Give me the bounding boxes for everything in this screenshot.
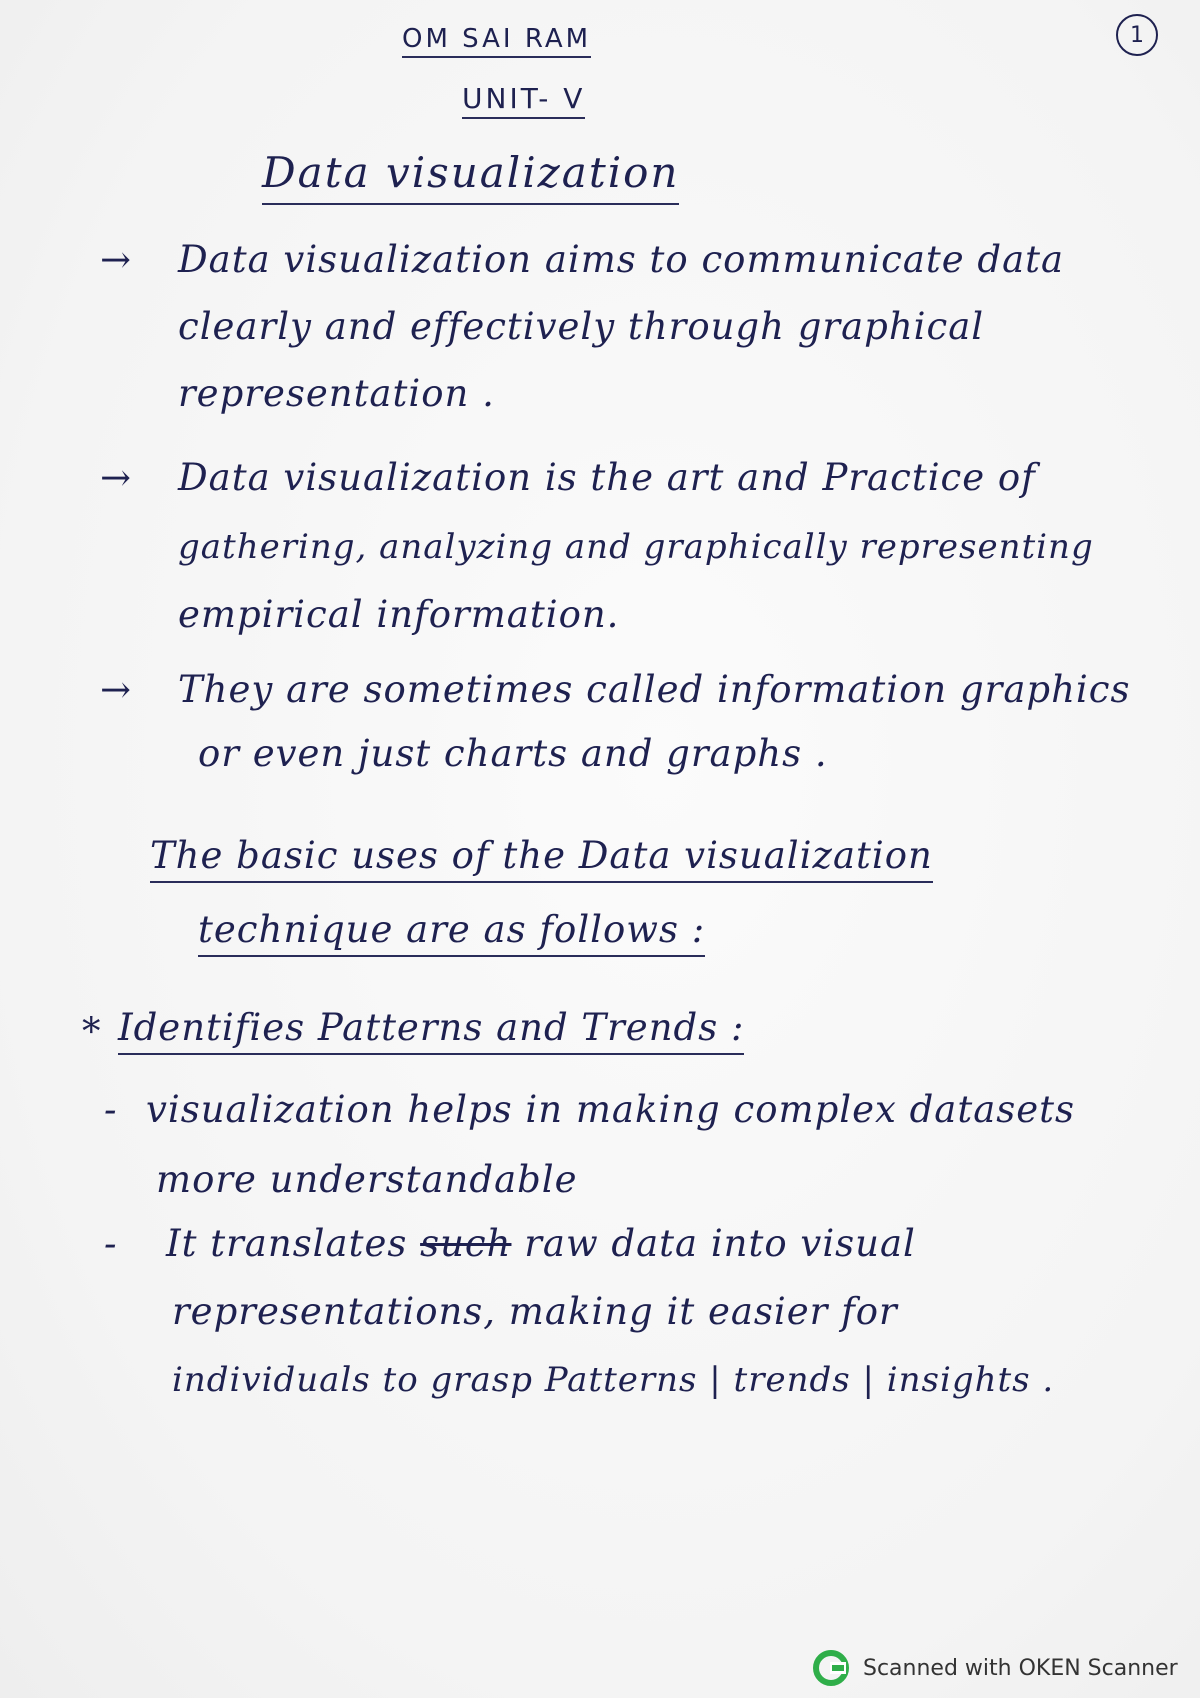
scanner-label: Scanned with OKEN Scanner	[863, 1655, 1178, 1681]
point-3-line-2: or even just charts and graphs .	[198, 732, 828, 775]
bullet-2-line-1-start: It translates	[166, 1222, 408, 1265]
oken-scanner-logo-icon	[813, 1650, 849, 1686]
point-2-line-1: Data visualization is the art and Practice of	[178, 456, 1036, 499]
point-2-line-2: gathering, analyzing and graphically representing	[178, 527, 1094, 567]
bullet-1-line-1: visualization helps in making complex datasets	[146, 1088, 1076, 1131]
page-number: 1	[1116, 14, 1158, 56]
arrow-bullet-icon: →	[100, 668, 133, 711]
struck-word: such	[420, 1222, 512, 1265]
unit-heading: UNIT- V	[462, 82, 585, 119]
uses-heading-line-1: The basic uses of the Data visualization	[150, 834, 933, 883]
point-1-line-2: clearly and effectively through graphical	[178, 305, 985, 348]
bullet-2-line-2: representations, making it easier for	[172, 1290, 898, 1333]
point-2-line-3: empirical information.	[178, 593, 620, 636]
bullet-1-line-2: more understandable	[156, 1158, 578, 1201]
page-title: Data visualization	[262, 148, 679, 205]
arrow-bullet-icon: →	[100, 456, 133, 499]
point-1-line-1: Data visualization aims to communicate data	[178, 238, 1065, 281]
asterisk-bullet-icon: *	[82, 1010, 102, 1053]
uses-heading-line-2: technique are as follows :	[198, 908, 705, 957]
bullet-2-line-1	[166, 1222, 916, 1265]
dash-bullet-icon: -	[104, 1088, 118, 1131]
point-1-line-3: representation .	[178, 372, 495, 415]
dash-bullet-icon: -	[104, 1222, 118, 1265]
bullet-2-line-1-end: raw data into visual	[524, 1222, 916, 1265]
point-3-line-1: They are sometimes called information graphics	[178, 668, 1131, 711]
section-heading: Identifies Patterns and Trends :	[118, 1006, 744, 1055]
bullet-2-line-3: individuals to grasp Patterns | trends | insights .	[172, 1360, 1055, 1400]
invocation-heading: OM SAI RAM	[402, 24, 591, 58]
scanner-watermark	[813, 1650, 1178, 1686]
arrow-bullet-icon: →	[100, 238, 133, 281]
